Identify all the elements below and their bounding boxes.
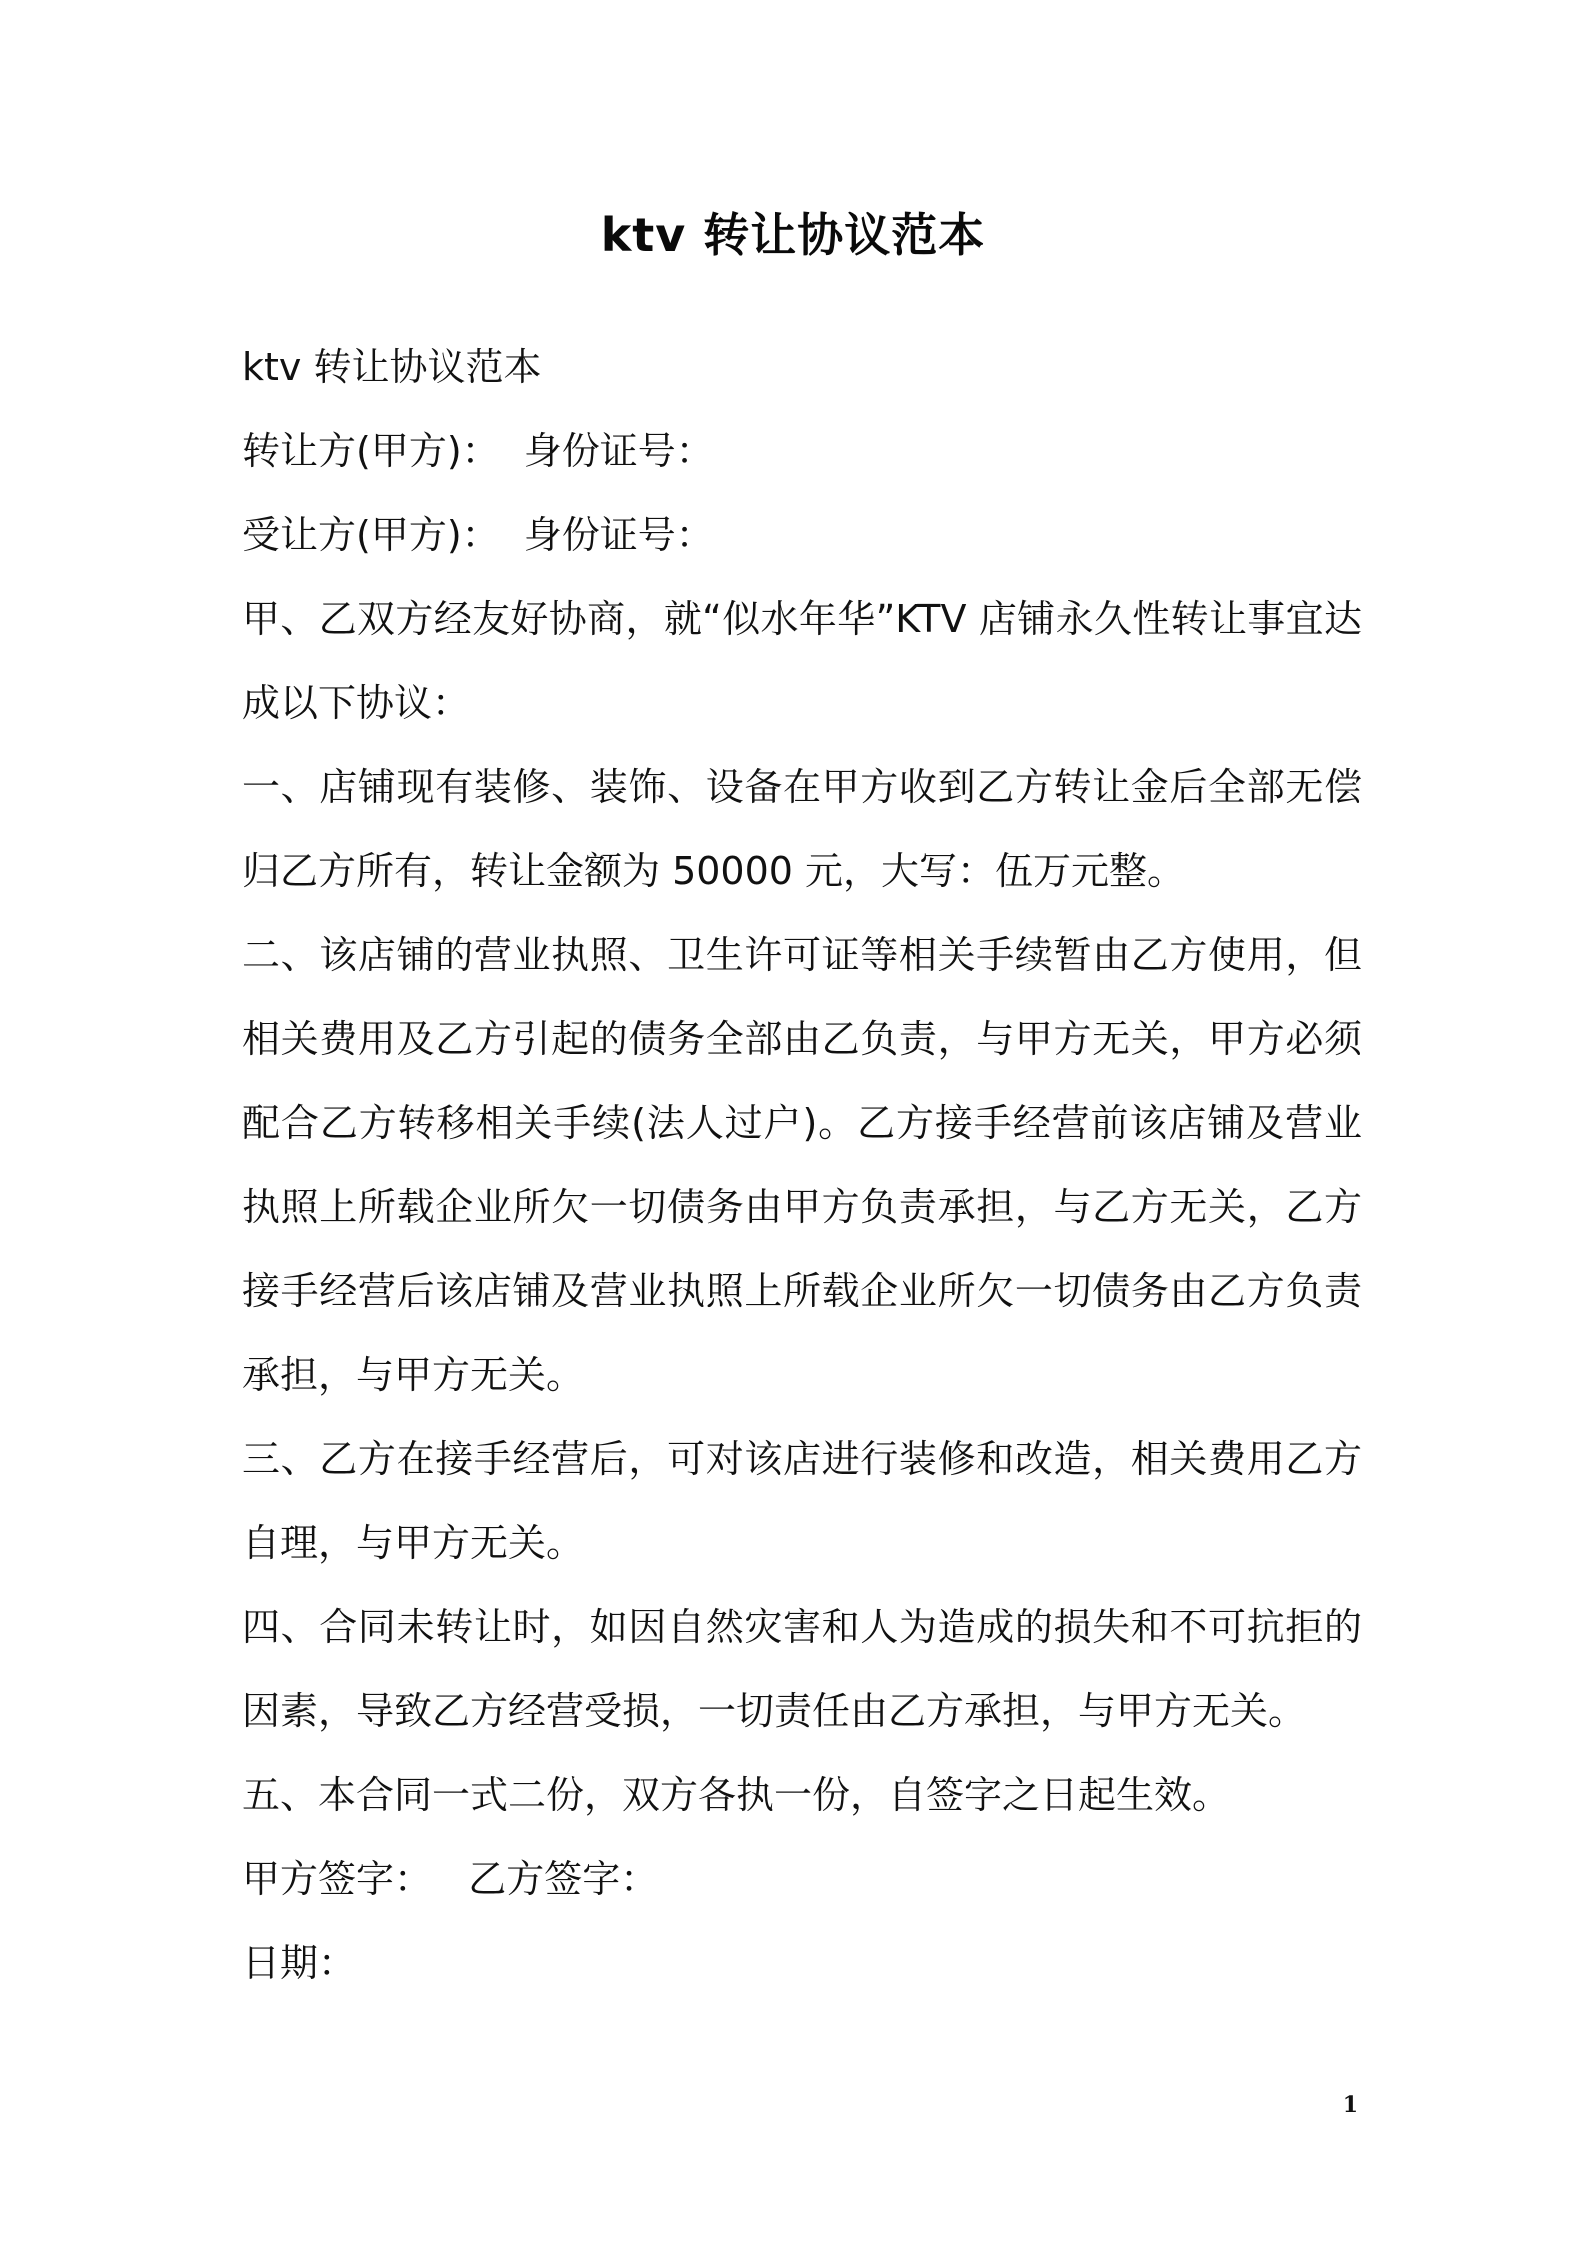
document-body xyxy=(242,325,1362,2005)
document-title: ktv 转让协议范本 xyxy=(600,208,986,262)
clause-3: 三、乙方在接手经营后，可对该店进行装修和改造，相关费用乙方自理，与甲方无关。 xyxy=(242,1437,1362,1565)
page-number: 1 xyxy=(1342,2092,1358,2118)
paragraph-preamble: 甲、乙双方经友好协商，就“似水年华”KTV 店铺永久性转让事宜达成以下协议： xyxy=(242,597,1362,725)
date-line: 日期： xyxy=(242,1941,357,1985)
clause-2: 二、该店铺的营业执照、卫生许可证等相关手续暂由乙方使用，但相关费用及乙方引起的债务全部由乙负责，与甲方无关，甲方必须配合乙方转移相关手续(法人过户)。乙方接手经营前该店铺及营业执照上所载企业所欠一切债务由甲方负责承担，与乙方无关，乙方接手经营后该店铺及营业执照上所载企业所欠一切债务由乙方负责承担，与甲方无关。 xyxy=(242,933,1362,1397)
paragraph-transferor: 转让方(甲方)： 身份证号： xyxy=(242,429,714,473)
clause-5: 五、本合同一式二份，双方各执一份，自签字之日起生效。 xyxy=(242,1773,1231,1817)
clause-4: 四、合同未转让时，如因自然灾害和人为造成的损失和不可抗拒的因素，导致乙方经营受损，一切责任由乙方承担，与甲方无关。 xyxy=(242,1605,1362,1733)
signature-line: 甲方签字： 乙方签字： xyxy=(242,1857,659,1901)
paragraph-transferee: 受让方(甲方)： 身份证号： xyxy=(242,513,714,557)
paragraph-subtitle: ktv 转让协议范本 xyxy=(242,345,542,389)
clause-1: 一、店铺现有装修、装饰、设备在甲方收到乙方转让金后全部无偿归乙方所有，转让金额为 50000 元，大写：伍万元整。 xyxy=(242,765,1362,893)
